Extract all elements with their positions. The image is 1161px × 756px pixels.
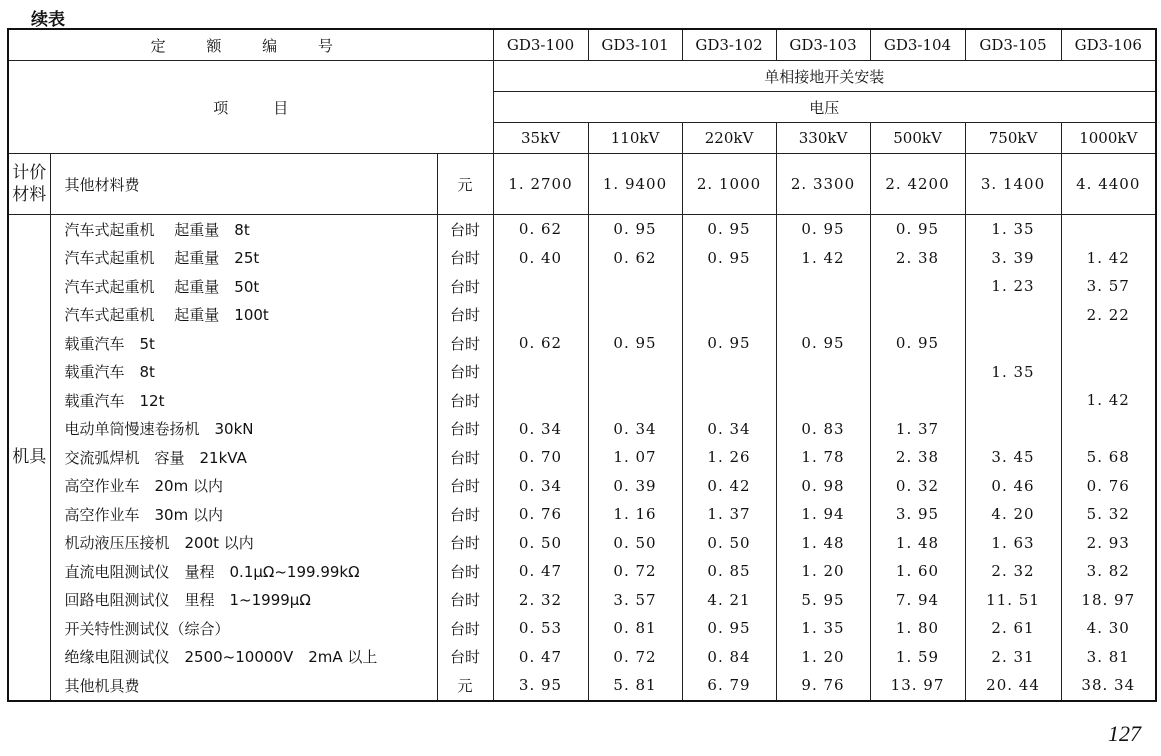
- voltage-cell: 1000kV: [1061, 123, 1156, 154]
- machinery-value: [965, 329, 1061, 358]
- machinery-value: 1. 35: [965, 358, 1061, 387]
- machinery-value: 1. 63: [965, 529, 1061, 558]
- machinery-value: 1. 35: [776, 614, 870, 643]
- machinery-value: 5. 68: [1061, 443, 1156, 472]
- machinery-value: [493, 386, 588, 415]
- machinery-value: 0. 95: [588, 329, 682, 358]
- sub-title: 电压: [493, 92, 1156, 123]
- machinery-value: 1. 60: [870, 557, 965, 586]
- machinery-value: 0. 46: [965, 472, 1061, 501]
- machinery-name: 机动液压压接机 200t 以内: [50, 529, 437, 558]
- machinery-value: 2. 32: [965, 557, 1061, 586]
- machinery-section-label: 机具: [8, 215, 50, 701]
- machinery-name: 电动单筒慢速卷扬机 30kN: [50, 415, 437, 444]
- machinery-value: 1. 94: [776, 500, 870, 529]
- machinery-value: 1. 20: [776, 557, 870, 586]
- machinery-value: [776, 301, 870, 330]
- priced-material-value: 1. 2700: [493, 154, 588, 215]
- machinery-value: 3. 81: [1061, 643, 1156, 672]
- priced-material-value: 2. 4200: [870, 154, 965, 215]
- machinery-value: 1. 48: [776, 529, 870, 558]
- machinery-name: 回路电阻测试仪 里程 1~1999μΩ: [50, 586, 437, 615]
- machinery-value: 0. 62: [493, 329, 588, 358]
- voltage-cell: 330kV: [776, 123, 870, 154]
- machinery-value: 2. 22: [1061, 301, 1156, 330]
- machinery-value: 0. 95: [682, 614, 776, 643]
- machinery-value: 0. 95: [776, 329, 870, 358]
- priced-material-value: 2. 3300: [776, 154, 870, 215]
- table-body: [8, 29, 1156, 701]
- machinery-value: 0. 32: [870, 472, 965, 501]
- machinery-value: [870, 358, 965, 387]
- machinery-value: 20. 44: [965, 671, 1061, 701]
- machinery-value: 1. 48: [870, 529, 965, 558]
- machinery-row: [8, 272, 1156, 301]
- machinery-value: 0. 95: [870, 329, 965, 358]
- machinery-value: [1061, 329, 1156, 358]
- machinery-name: 开关特性测试仪（综合）: [50, 614, 437, 643]
- machinery-value: [870, 386, 965, 415]
- machinery-row: [8, 443, 1156, 472]
- machinery-value: 6. 79: [682, 671, 776, 701]
- machinery-value: 1. 37: [682, 500, 776, 529]
- machinery-value: 0. 70: [493, 443, 588, 472]
- machinery-value: 1. 37: [870, 415, 965, 444]
- machinery-value: 2. 93: [1061, 529, 1156, 558]
- machinery-unit: 台时: [437, 614, 493, 643]
- machinery-unit: 台时: [437, 586, 493, 615]
- machinery-value: 3. 82: [1061, 557, 1156, 586]
- machinery-value: 0. 47: [493, 643, 588, 672]
- quota-table: [7, 28, 1157, 702]
- machinery-value: [870, 301, 965, 330]
- machinery-value: 7. 94: [870, 586, 965, 615]
- machinery-value: 2. 38: [870, 443, 965, 472]
- machinery-value: 0. 40: [493, 244, 588, 273]
- machinery-unit: 台时: [437, 329, 493, 358]
- priced-material-value: 2. 1000: [682, 154, 776, 215]
- machinery-value: 1. 80: [870, 614, 965, 643]
- machinery-value: 0. 84: [682, 643, 776, 672]
- machinery-unit: 台时: [437, 472, 493, 501]
- machinery-value: 1. 35: [965, 215, 1061, 244]
- machinery-value: 2. 61: [965, 614, 1061, 643]
- machinery-value: 0. 83: [776, 415, 870, 444]
- machinery-value: 0. 95: [776, 215, 870, 244]
- machinery-value: 0. 72: [588, 643, 682, 672]
- code-label: 定 额 编 号: [8, 29, 493, 61]
- machinery-name: 直流电阻测试仪 量程 0.1μΩ~199.99kΩ: [50, 557, 437, 586]
- machinery-value: 3. 39: [965, 244, 1061, 273]
- machinery-name: 交流弧焊机 容量 21kVA: [50, 443, 437, 472]
- machinery-value: 4. 30: [1061, 614, 1156, 643]
- priced-material-value: 1. 9400: [588, 154, 682, 215]
- machinery-name: 绝缘电阻测试仪 2500~10000V 2mA 以上: [50, 643, 437, 672]
- machinery-value: [776, 272, 870, 301]
- machinery-value: 4. 20: [965, 500, 1061, 529]
- machinery-value: 0. 98: [776, 472, 870, 501]
- machinery-value: 11. 51: [965, 586, 1061, 615]
- machinery-value: 1. 42: [1061, 244, 1156, 273]
- machinery-value: 0. 76: [1061, 472, 1156, 501]
- code-cell: GD3-104: [870, 29, 965, 61]
- machinery-value: 3. 57: [1061, 272, 1156, 301]
- machinery-value: 0. 50: [493, 529, 588, 558]
- machinery-value: 0. 72: [588, 557, 682, 586]
- machinery-value: [588, 358, 682, 387]
- machinery-name: 汽车式起重机 起重量 50t: [50, 272, 437, 301]
- machinery-value: 3. 57: [588, 586, 682, 615]
- machinery-value: [588, 301, 682, 330]
- machinery-name: 其他机具费: [50, 671, 437, 701]
- machinery-unit: 台时: [437, 500, 493, 529]
- machinery-value: [870, 272, 965, 301]
- machinery-value: [1061, 415, 1156, 444]
- machinery-unit: 台时: [437, 443, 493, 472]
- voltage-cell: 35kV: [493, 123, 588, 154]
- machinery-value: 1. 42: [1061, 386, 1156, 415]
- machinery-value: 0. 76: [493, 500, 588, 529]
- machinery-value: 0. 50: [682, 529, 776, 558]
- machinery-value: [682, 358, 776, 387]
- page-number: 127: [1108, 721, 1141, 746]
- machinery-row: [8, 358, 1156, 387]
- priced-material-section-label: 计价材料: [8, 154, 50, 215]
- code-cell: GD3-103: [776, 29, 870, 61]
- machinery-value: 0. 95: [682, 329, 776, 358]
- machinery-unit: 台时: [437, 272, 493, 301]
- voltage-cell: 220kV: [682, 123, 776, 154]
- machinery-row: [8, 671, 1156, 701]
- machinery-name: 载重汽车 8t: [50, 358, 437, 387]
- machinery-value: 1. 16: [588, 500, 682, 529]
- machinery-value: [493, 272, 588, 301]
- code-cell: GD3-100: [493, 29, 588, 61]
- machinery-value: 0. 95: [870, 215, 965, 244]
- machinery-value: 0. 34: [493, 472, 588, 501]
- machinery-value: 1. 78: [776, 443, 870, 472]
- machinery-unit: 台时: [437, 386, 493, 415]
- machinery-value: 3. 95: [493, 671, 588, 701]
- code-cell: GD3-101: [588, 29, 682, 61]
- machinery-row: [8, 643, 1156, 672]
- item-label: 项 目: [8, 61, 493, 154]
- machinery-name: 汽车式起重机 起重量 100t: [50, 301, 437, 330]
- machinery-unit: 元: [437, 671, 493, 701]
- machinery-value: [1061, 358, 1156, 387]
- machinery-value: 0. 81: [588, 614, 682, 643]
- machinery-value: 9. 76: [776, 671, 870, 701]
- machinery-value: [682, 272, 776, 301]
- voltage-cell: 110kV: [588, 123, 682, 154]
- machinery-value: 3. 45: [965, 443, 1061, 472]
- machinery-value: 1. 23: [965, 272, 1061, 301]
- machinery-value: 0. 50: [588, 529, 682, 558]
- group-title: 单相接地开关安装: [493, 61, 1156, 92]
- machinery-row: [8, 614, 1156, 643]
- machinery-value: 0. 95: [682, 215, 776, 244]
- machinery-value: 3. 95: [870, 500, 965, 529]
- machinery-value: 38. 34: [1061, 671, 1156, 701]
- machinery-row: [8, 244, 1156, 273]
- machinery-value: 0. 95: [588, 215, 682, 244]
- machinery-value: [493, 358, 588, 387]
- voltage-cell: 750kV: [965, 123, 1061, 154]
- code-header-row: [8, 29, 1156, 61]
- machinery-value: 4. 21: [682, 586, 776, 615]
- machinery-value: [493, 301, 588, 330]
- machinery-value: 5. 95: [776, 586, 870, 615]
- machinery-name: 载重汽车 5t: [50, 329, 437, 358]
- machinery-row: [8, 472, 1156, 501]
- machinery-value: 1. 07: [588, 443, 682, 472]
- machinery-name: 汽车式起重机 起重量 25t: [50, 244, 437, 273]
- machinery-value: 2. 31: [965, 643, 1061, 672]
- machinery-row: [8, 529, 1156, 558]
- machinery-value: 0. 42: [682, 472, 776, 501]
- machinery-value: [1061, 215, 1156, 244]
- code-cell: GD3-102: [682, 29, 776, 61]
- machinery-value: 0. 85: [682, 557, 776, 586]
- machinery-value: 1. 26: [682, 443, 776, 472]
- priced-material-name: 其他材料费: [50, 154, 437, 215]
- machinery-unit: 台时: [437, 415, 493, 444]
- machinery-value: 0. 39: [588, 472, 682, 501]
- priced-material-value: 4. 4400: [1061, 154, 1156, 215]
- machinery-value: 5. 81: [588, 671, 682, 701]
- machinery-unit: 台时: [437, 643, 493, 672]
- machinery-value: 2. 38: [870, 244, 965, 273]
- machinery-unit: 台时: [437, 244, 493, 273]
- priced-material-value: 3. 1400: [965, 154, 1061, 215]
- machinery-row: [8, 386, 1156, 415]
- page-heading: 续表: [31, 10, 65, 30]
- machinery-value: 1. 20: [776, 643, 870, 672]
- machinery-value: 0. 53: [493, 614, 588, 643]
- machinery-value: [965, 415, 1061, 444]
- machinery-value: 1. 59: [870, 643, 965, 672]
- machinery-value: 18. 97: [1061, 586, 1156, 615]
- machinery-row: [8, 557, 1156, 586]
- machinery-value: 0. 47: [493, 557, 588, 586]
- machinery-value: 0. 34: [588, 415, 682, 444]
- code-cell: GD3-106: [1061, 29, 1156, 61]
- machinery-value: 0. 62: [493, 215, 588, 244]
- priced-material-row: [8, 154, 1156, 215]
- machinery-unit: 台时: [437, 301, 493, 330]
- machinery-name: 高空作业车 30m 以内: [50, 500, 437, 529]
- machinery-unit: 台时: [437, 358, 493, 387]
- machinery-value: [682, 386, 776, 415]
- machinery-row: [8, 301, 1156, 330]
- group-title-row: [8, 61, 1156, 92]
- machinery-value: 1. 42: [776, 244, 870, 273]
- machinery-value: 0. 95: [682, 244, 776, 273]
- machinery-value: [588, 272, 682, 301]
- priced-material-unit: 元: [437, 154, 493, 215]
- code-cell: GD3-105: [965, 29, 1061, 61]
- machinery-row: [8, 500, 1156, 529]
- machinery-name: 高空作业车 20m 以内: [50, 472, 437, 501]
- machinery-unit: 台时: [437, 529, 493, 558]
- machinery-unit: 台时: [437, 215, 493, 244]
- machinery-name: 载重汽车 12t: [50, 386, 437, 415]
- machinery-value: [965, 386, 1061, 415]
- machinery-value: 5. 32: [1061, 500, 1156, 529]
- machinery-value: [776, 358, 870, 387]
- machinery-value: [588, 386, 682, 415]
- machinery-unit: 台时: [437, 557, 493, 586]
- machinery-row: [8, 586, 1156, 615]
- machinery-name: 汽车式起重机 起重量 8t: [50, 215, 437, 244]
- machinery-value: [965, 301, 1061, 330]
- machinery-row: [8, 415, 1156, 444]
- machinery-value: 0. 34: [682, 415, 776, 444]
- machinery-value: 13. 97: [870, 671, 965, 701]
- machinery-value: [776, 386, 870, 415]
- machinery-row: [8, 215, 1156, 244]
- machinery-value: 0. 62: [588, 244, 682, 273]
- machinery-value: [682, 301, 776, 330]
- machinery-value: 0. 34: [493, 415, 588, 444]
- machinery-row: [8, 329, 1156, 358]
- voltage-cell: 500kV: [870, 123, 965, 154]
- machinery-value: 2. 32: [493, 586, 588, 615]
